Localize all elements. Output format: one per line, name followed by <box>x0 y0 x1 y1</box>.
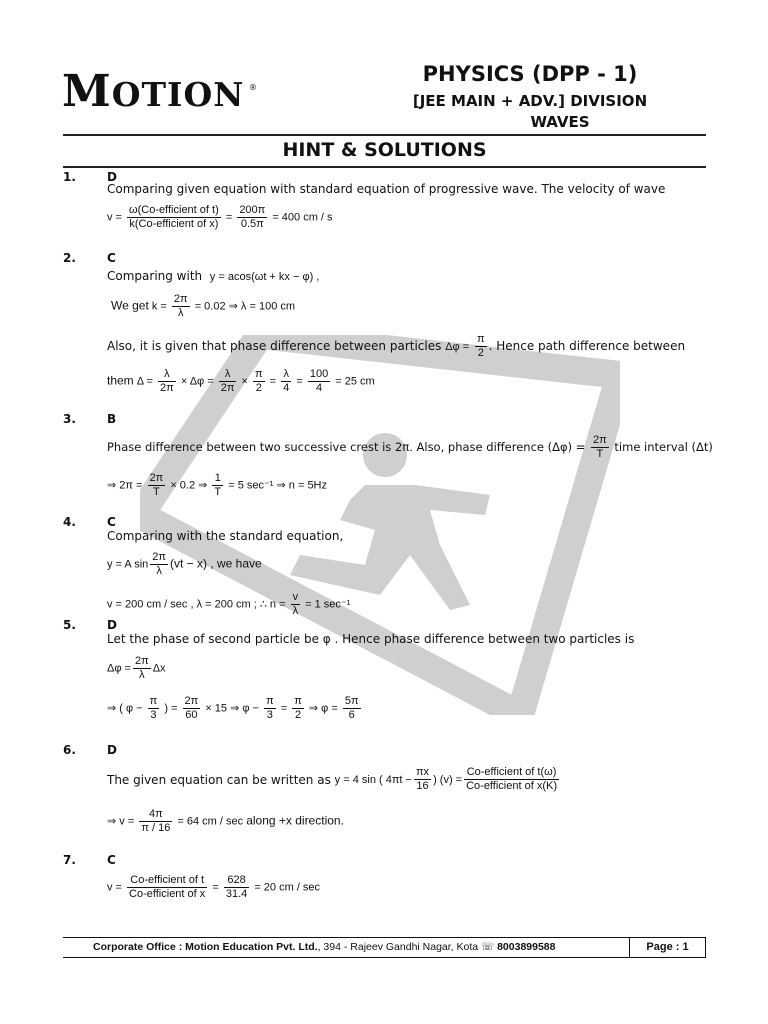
question-number: 1. <box>63 170 76 184</box>
page-subtitle: [JEE MAIN + ADV.] DIVISION <box>412 92 648 110</box>
answer-letter: D <box>107 743 117 757</box>
question-number: 2. <box>63 251 76 265</box>
solution-text: Also, it is given that phase difference between particles Δφ = $\frac{\pi}{2}$ . Hence path difference between <box>107 333 686 359</box>
logo-first-letter: M <box>62 66 112 117</box>
answer-letter: D <box>107 618 117 632</box>
page-footer <box>63 937 706 958</box>
answer-letter: C <box>107 515 116 529</box>
solution-equation: ⇒ ( φ − $\frac{\pi}{3}$ ) = $\frac{2\pi}{60}$ × 15 ⇒ φ − $\frac{\pi}{3}$ = $\frac{\pi}{2}$ ⇒ φ = $\frac{5\pi}{6}$ <box>107 695 359 721</box>
question-number: 6. <box>63 743 76 757</box>
answer-letter: C <box>107 853 116 867</box>
solution-equation: v = $\frac{\text{ω(Co-efficient of t)}}{\text{k(Co-efficient of x)}}$ = $\frac{200\pi}{0.5\pi}$ = 400 cm / s <box>107 204 333 230</box>
answer-letter: B <box>107 412 117 426</box>
solution-equation: v = 200 cm / sec , λ = 200 cm ; ∴ n = $\frac{v}{\lambda}$ = 1 sec⁻¹ <box>107 591 351 617</box>
solution-text: Comparing with y = acos(ωt + kx − φ) , <box>107 269 320 283</box>
question-number: 4. <box>63 515 76 529</box>
solution-text: Let the phase of second particle be φ . Hence phase difference between two particles is <box>107 632 635 646</box>
topic-title: WAVES <box>530 113 590 131</box>
solution-text: The given equation can be written as y = 4 sin ( 4πt − $\frac{\pi x}{16}$ ) (v) = $\frac{\text{Co-efficient of t(ω)}}{\text{Co-efficient of x(K)}}$ <box>107 766 557 792</box>
solution-text: Comparing given equation with standard equation of progressive wave. The velocity of wave <box>107 182 666 196</box>
section-title: HINT & SOLUTIONS <box>282 139 487 161</box>
solution-equation: Δφ = $\frac{2\pi}{\lambda}$ Δx <box>107 655 166 681</box>
logo-rest: OTION <box>111 75 245 114</box>
footer-address-text: , 394 - Rajeev Gandhi Nagar, Kota <box>317 941 479 953</box>
question-number: 5. <box>63 618 76 632</box>
solution-equation: v = $\frac{\text{Co-efficient of t}}{\text{Co-efficient of x}}$ = $\frac{628}{31.4}$ = 20 cm / sec <box>107 874 321 900</box>
solution-equation: y = A sin $\frac{2\pi}{\lambda}$ (vt − x) , we have <box>107 551 262 577</box>
registered-mark: ® <box>249 83 257 92</box>
footer-phone: 8003899588 <box>497 941 556 953</box>
answer-letter: D <box>107 170 117 184</box>
page-number: Page : 1 <box>629 937 706 958</box>
question-number: 3. <box>63 412 76 426</box>
solution-equation: ⇒ v = $\frac{4\pi}{\pi / 16}$ = 64 cm / sec along +x direction. <box>107 808 344 834</box>
footer-address <box>93 941 556 953</box>
solution-equation: ⇒ 2π = $\frac{2\pi}{T}$ × 0.2 ⇒ $\frac{1}{T}$ = 5 sec⁻¹ ⇒ n = 5Hz <box>107 472 328 498</box>
solution-equation: them Δ = $\frac{\lambda}{2\pi}$ × Δφ = $\frac{\lambda}{2\pi}$ × $\frac{\pi}{2}$ = $\frac{\lambda}{4}$ = $\frac{100}{4}$ = 25 cm <box>107 368 375 394</box>
section-rule <box>63 166 706 168</box>
phone-icon: ☏ <box>481 941 495 953</box>
answer-letter: C <box>107 251 116 265</box>
solution-text: Phase difference between two successive crest is 2π. Also, phase difference (Δφ) = $\frac{2\pi}{T}$ time interval (Δt) <box>107 434 713 460</box>
motion-logo <box>62 66 244 117</box>
footer-office-label: Corporate Office : Motion Education Pvt. Ltd. <box>93 941 318 953</box>
solution-equation: We get k = $\frac{2\pi}{\lambda}$ = 0.02 ⇒ λ = 100 cm <box>111 293 296 319</box>
question-number: 7. <box>63 853 76 867</box>
solution-text: Comparing with the standard equation, <box>107 529 344 543</box>
header-rule <box>63 134 706 136</box>
page-title: PHYSICS (DPP - 1) <box>422 62 638 86</box>
